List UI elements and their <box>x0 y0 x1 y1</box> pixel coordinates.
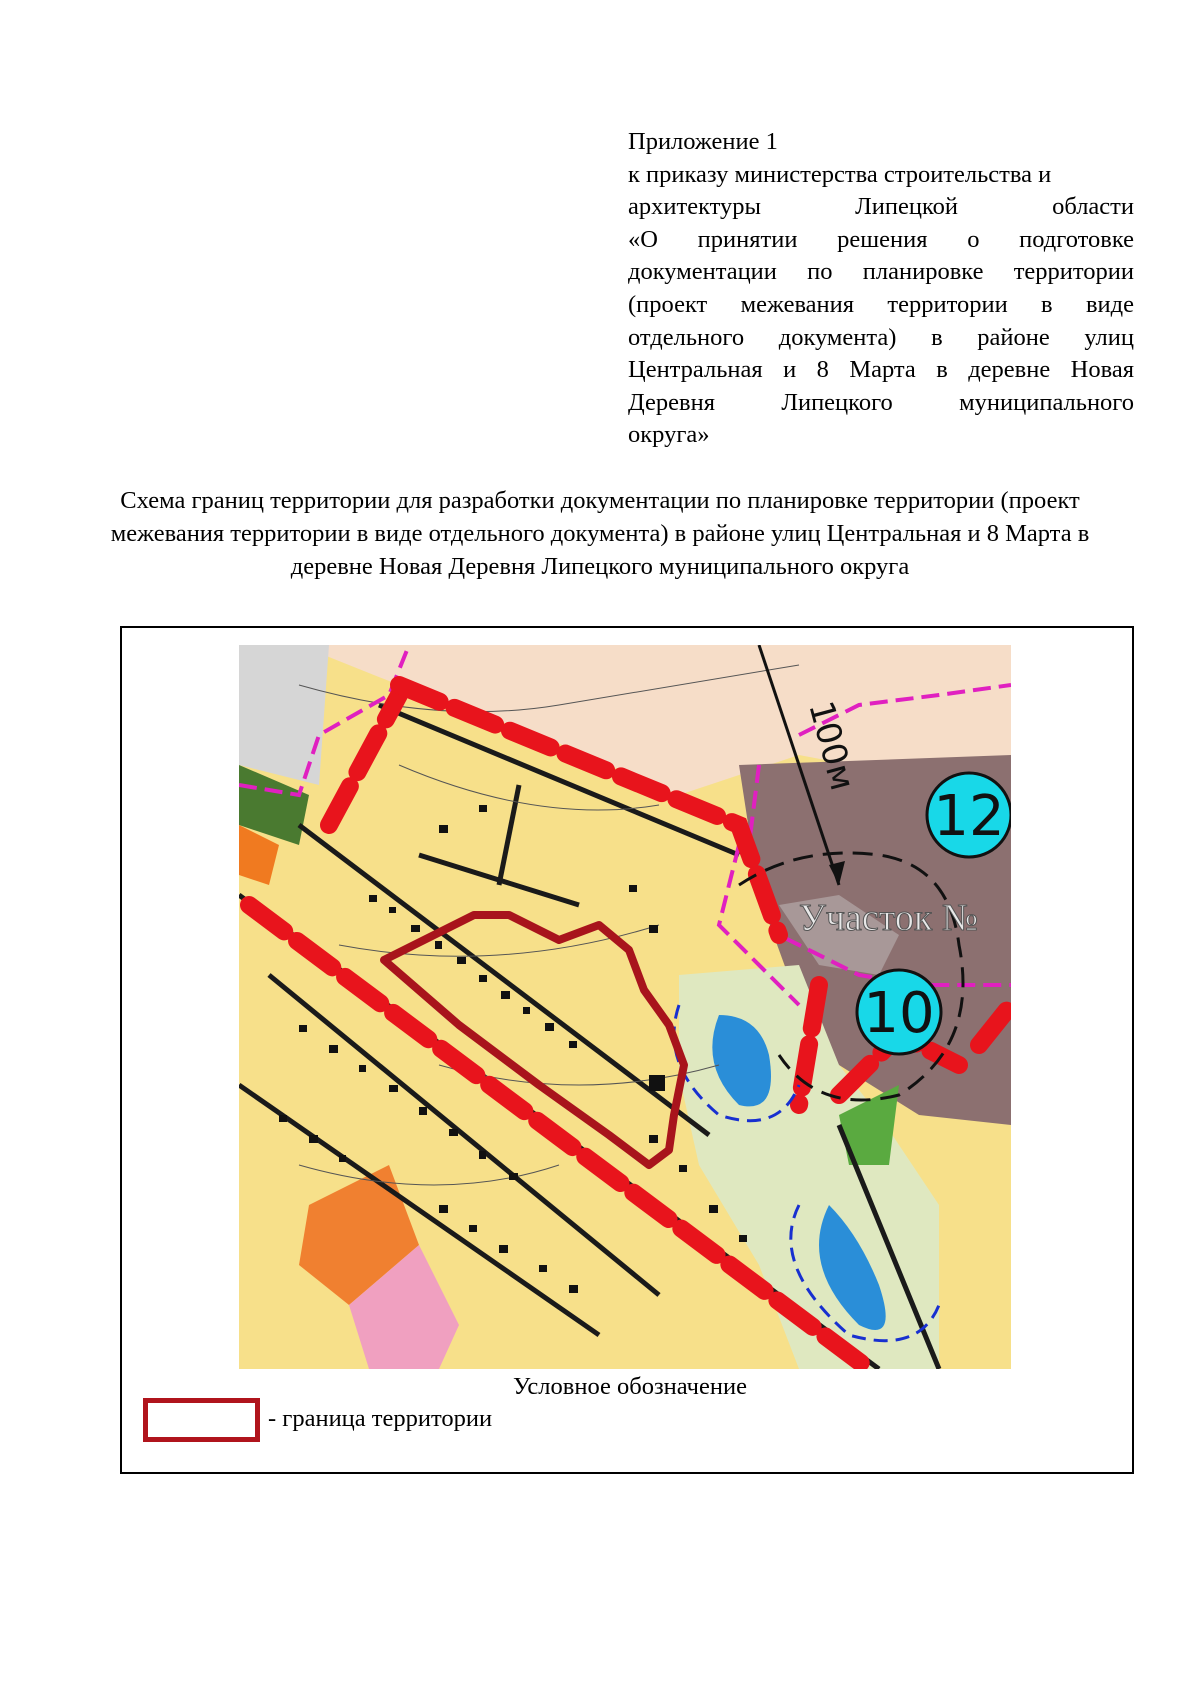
legend-boundary-swatch <box>143 1398 260 1442</box>
appendix-line: архитектуры Липецкой области <box>628 193 1134 221</box>
appendix-block <box>628 126 1134 452</box>
scheme-heading: Схема границ территории для разработки документации по планировке территории (проект межевания территории в виде отдельного документа) в районе улиц Центральная и 8 Марта в деревне Новая Деревня Липецкого муниципального округа <box>110 487 1090 580</box>
appendix-line: документации по планировке территории <box>628 258 1134 286</box>
zone-12-label: 12 <box>933 784 1005 849</box>
gray-zone <box>239 645 329 785</box>
appendix-line: отдельного документа) в районе улиц <box>628 323 1134 351</box>
appendix-line: Центральная и 8 Марта в деревне Новая <box>628 356 1134 384</box>
legend-boundary-label: - граница территории <box>268 1405 493 1432</box>
zone-10-label: 10 <box>863 981 935 1046</box>
appendix-line: округа» <box>628 421 710 449</box>
appendix-line: «О принятии решения о подготовке <box>628 225 1134 253</box>
appendix-line: к приказу министерства строительства и <box>628 160 1052 188</box>
appendix-line: Деревня Липецкого муниципального <box>628 388 1134 416</box>
plot-label: Участок № <box>799 897 979 939</box>
legend-title: Условное обозначение <box>513 1373 747 1400</box>
territory-map <box>239 645 1011 1369</box>
appendix-line: (проект межевания территории в виде <box>628 290 1134 318</box>
distance-label: 100м <box>800 696 863 795</box>
appendix-title: Приложение 1 <box>628 128 778 155</box>
